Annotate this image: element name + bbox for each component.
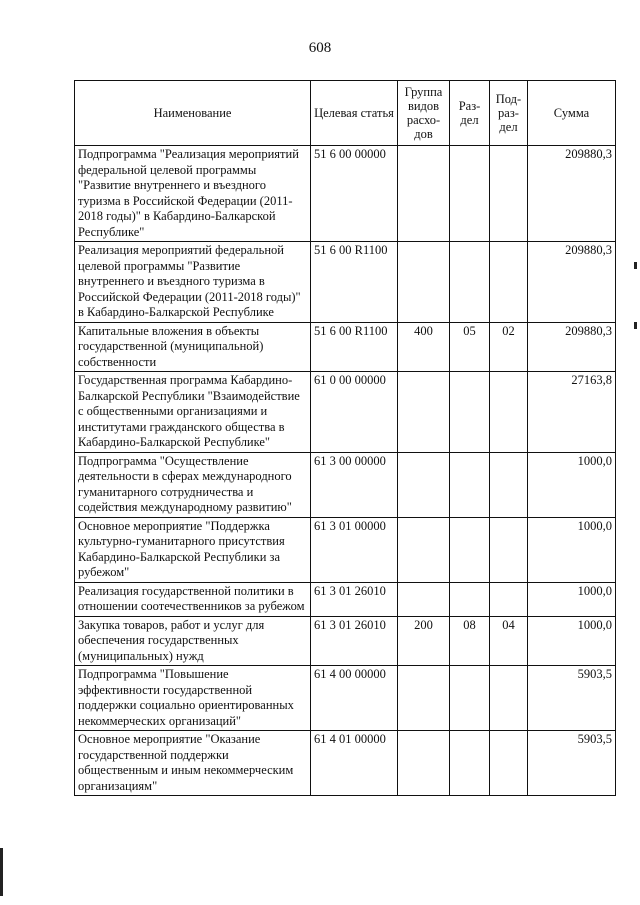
column-header-section: Раз-дел <box>450 81 490 146</box>
table-row <box>75 322 616 372</box>
cell-group <box>398 372 450 453</box>
column-header-target: Целевая статья <box>311 81 398 146</box>
column-header-sum: Сумма <box>528 81 616 146</box>
cell-subsection <box>490 517 528 582</box>
cell-target: 61 3 00 00000 <box>311 452 398 517</box>
cell-group <box>398 517 450 582</box>
column-header-group: Группа видов расхо-дов <box>398 81 450 146</box>
cell-target: 51 6 00 R1100 <box>311 322 398 372</box>
cell-group <box>398 582 450 616</box>
cell-section <box>450 242 490 323</box>
cell-section: 05 <box>450 322 490 372</box>
cell-name: Подпрограмма "Осуществление деятельности в сферах международного гуманитарного сотрудничества и содействия международному развитию" <box>75 452 311 517</box>
cell-subsection <box>490 372 528 453</box>
cell-section <box>450 517 490 582</box>
cell-sum: 27163,8 <box>528 372 616 453</box>
cell-section <box>450 146 490 242</box>
cell-sum: 1000,0 <box>528 452 616 517</box>
cell-group <box>398 242 450 323</box>
table-row <box>75 517 616 582</box>
cell-sum: 209880,3 <box>528 242 616 323</box>
cell-name: Капитальные вложения в объекты государственной (муниципальной) собственности <box>75 322 311 372</box>
cell-group <box>398 666 450 731</box>
table-header-row <box>75 81 616 146</box>
cell-target: 61 3 01 26010 <box>311 582 398 616</box>
cell-name: Основное мероприятие "Оказание государственной поддержки общественным и иным некоммерческим организациям" <box>75 731 311 796</box>
cell-sum: 1000,0 <box>528 582 616 616</box>
cell-name: Закупка товаров, работ и услуг для обеспечения государственных (муниципальных) нужд <box>75 616 311 666</box>
cell-section <box>450 582 490 616</box>
cell-target: 61 3 01 26010 <box>311 616 398 666</box>
cell-name: Государственная программа Кабардино-Балкарской Республики "Взаимодействие с общественными организациями и институтами гражданского общества в Кабардино-Балкарской Республике" <box>75 372 311 453</box>
cell-subsection <box>490 731 528 796</box>
cell-target: 61 3 01 00000 <box>311 517 398 582</box>
column-header-name: Наименование <box>75 81 311 146</box>
cell-subsection <box>490 242 528 323</box>
table-row <box>75 452 616 517</box>
cell-name: Подпрограмма "Повышение эффективности государственной поддержки социально ориентированных некоммерческих организаций" <box>75 666 311 731</box>
cell-section <box>450 731 490 796</box>
table-row <box>75 242 616 323</box>
cell-sum: 1000,0 <box>528 517 616 582</box>
cell-subsection <box>490 666 528 731</box>
edge-mark <box>0 848 3 896</box>
cell-target: 51 6 00 R1100 <box>311 242 398 323</box>
page-number: 608 <box>308 40 332 56</box>
cell-subsection <box>490 452 528 517</box>
cell-name: Основное мероприятие "Поддержка культурно-гуманитарного присутствия Кабардино-Балкарской Республики за рубежом" <box>75 517 311 582</box>
cell-sum: 5903,5 <box>528 731 616 796</box>
edge-mark <box>634 322 637 329</box>
edge-mark <box>634 262 637 269</box>
cell-group <box>398 452 450 517</box>
cell-target: 61 4 00 00000 <box>311 666 398 731</box>
cell-name: Реализация государственной политики в отношении соотечественников за рубежом <box>75 582 311 616</box>
cell-section: 08 <box>450 616 490 666</box>
cell-sum: 1000,0 <box>528 616 616 666</box>
cell-target: 51 6 00 00000 <box>311 146 398 242</box>
cell-sum: 209880,3 <box>528 146 616 242</box>
cell-target: 61 4 01 00000 <box>311 731 398 796</box>
cell-target: 61 0 00 00000 <box>311 372 398 453</box>
budget-table <box>74 80 616 796</box>
table-row <box>75 372 616 453</box>
table-row <box>75 731 616 796</box>
cell-group: 400 <box>398 322 450 372</box>
cell-subsection <box>490 146 528 242</box>
cell-subsection <box>490 582 528 616</box>
cell-section <box>450 452 490 517</box>
table-row <box>75 146 616 242</box>
cell-group <box>398 731 450 796</box>
table-row <box>75 666 616 731</box>
table-row <box>75 582 616 616</box>
table-row <box>75 616 616 666</box>
cell-name: Подпрограмма "Реализация мероприятий федеральной целевой программы "Развитие внутреннего и въездного туризма в Российской Федерации (2011-2018 годы)" в Кабардино-Балкарской Республике" <box>75 146 311 242</box>
cell-name: Реализация мероприятий федеральной целевой программы "Развитие внутреннего и въездного туризма в Российской Федерации (2011-2018 годы)" в Кабардино-Балкарской Республике <box>75 242 311 323</box>
column-header-subsection: Под-раз-дел <box>490 81 528 146</box>
cell-sum: 5903,5 <box>528 666 616 731</box>
cell-sum: 209880,3 <box>528 322 616 372</box>
cell-subsection: 02 <box>490 322 528 372</box>
cell-group <box>398 146 450 242</box>
cell-section <box>450 666 490 731</box>
cell-subsection: 04 <box>490 616 528 666</box>
cell-group: 200 <box>398 616 450 666</box>
cell-section <box>450 372 490 453</box>
